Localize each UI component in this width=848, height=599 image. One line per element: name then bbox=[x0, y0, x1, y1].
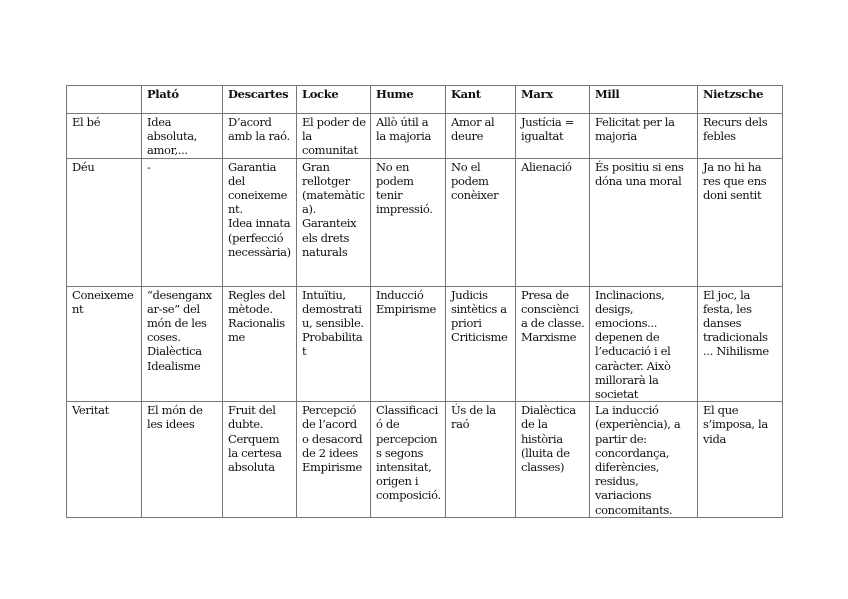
table-row bbox=[67, 158, 783, 286]
row-label: Coneixement bbox=[67, 286, 142, 402]
table-cell: Classificació de percepcions segons intensitat, origen i composició. bbox=[371, 402, 446, 518]
table-cell: Presa de consciència de classe. Marxisme bbox=[516, 286, 590, 402]
header-locke: Locke bbox=[297, 86, 371, 114]
header-marx: Marx bbox=[516, 86, 590, 114]
header-hume: Hume bbox=[371, 86, 446, 114]
row-label: El bé bbox=[67, 114, 142, 159]
table-cell: Garantia del coneixement. Idea innata (perfecció necessària) bbox=[223, 158, 297, 286]
philosophers-comparison-table bbox=[66, 85, 783, 518]
header-nietzsche: Nietzsche bbox=[698, 86, 783, 114]
table-cell: La inducció (experiència), a partir de: concordança, diferències, residus, variacions concomitants. bbox=[590, 402, 698, 518]
header-descartes: Descartes bbox=[223, 86, 297, 114]
row-label: Déu bbox=[67, 158, 142, 286]
table-cell: Inclinacions, desigs, emocions... depenen de l’educació i el caràcter. Això millorarà la societat bbox=[590, 286, 698, 402]
table-cell: Intuïtiu, demostratiu, sensible. Probabilitat bbox=[297, 286, 371, 402]
table-cell: Amor al deure bbox=[446, 114, 516, 159]
table-cell: Ja no hi ha res que ens doni sentit bbox=[698, 158, 783, 286]
table-cell: No el podem conèixer bbox=[446, 158, 516, 286]
table-cell: Ús de la raó bbox=[446, 402, 516, 518]
table-cell: Felicitat per la majoria bbox=[590, 114, 698, 159]
table-cell: - bbox=[142, 158, 223, 286]
header-row bbox=[67, 86, 783, 114]
table-cell: Allò útil a la majoria bbox=[371, 114, 446, 159]
table-cell: El poder de la comunitat bbox=[297, 114, 371, 159]
header-mill: Mill bbox=[590, 86, 698, 114]
table-cell: Justícia = igualtat bbox=[516, 114, 590, 159]
header-cell bbox=[67, 86, 142, 114]
table-cell: Gran rellotger (matemàtica). Garanteix els drets naturals bbox=[297, 158, 371, 286]
table-cell: Idea absoluta, amor,... bbox=[142, 114, 223, 159]
table-cell: Alienació bbox=[516, 158, 590, 286]
table-cell: “desenganxar-se” del món de les coses. Dialèctica Idealisme bbox=[142, 286, 223, 402]
table-cell: El que s’imposa, la vida bbox=[698, 402, 783, 518]
table-cell: Judicis sintètics a priori Criticisme bbox=[446, 286, 516, 402]
table-cell: Recurs dels febles bbox=[698, 114, 783, 159]
table-cell: Dialèctica de la història (lluita de classes) bbox=[516, 402, 590, 518]
table-row bbox=[67, 402, 783, 518]
table-cell: No en podem tenir impressió. bbox=[371, 158, 446, 286]
table-cell: El món de les idees bbox=[142, 402, 223, 518]
table-row bbox=[67, 114, 783, 159]
header-kant: Kant bbox=[446, 86, 516, 114]
table-cell: Fruit del dubte. Cerquem la certesa absoluta bbox=[223, 402, 297, 518]
table-cell: Inducció Empirisme bbox=[371, 286, 446, 402]
table-cell: D’acord amb la raó. bbox=[223, 114, 297, 159]
table-cell: El joc, la festa, les danses tradicionals ... Nihilisme bbox=[698, 286, 783, 402]
row-label: Veritat bbox=[67, 402, 142, 518]
table-cell: Percepció de l’acord o desacord de 2 idees Empirisme bbox=[297, 402, 371, 518]
table-cell: És positiu si ens dóna una moral bbox=[590, 158, 698, 286]
table-cell: Regles del mètode. Racionalisme bbox=[223, 286, 297, 402]
table-row bbox=[67, 286, 783, 402]
header-plato: Plató bbox=[142, 86, 223, 114]
